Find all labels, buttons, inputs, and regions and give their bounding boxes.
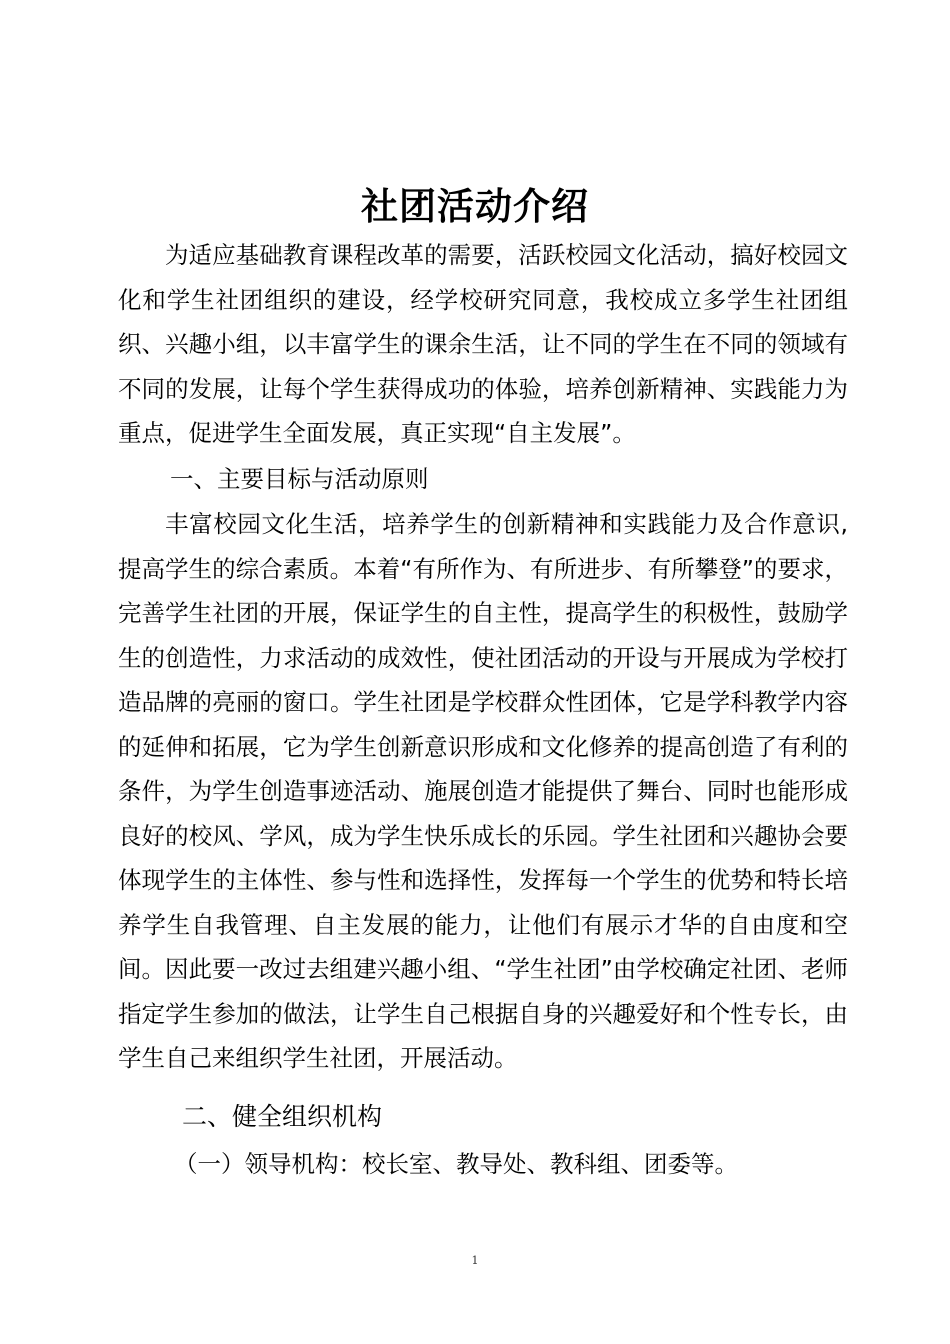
section-1-heading: 一、主要目标与活动原则: [170, 465, 429, 493]
page-number: 1: [471, 1254, 479, 1267]
page-title: 社团活动介绍: [361, 184, 589, 228]
section-1-paragraph: 丰富校园文化生活，培养学生的创新精神和实践能力及合作意识,提高学生的综合素质。本着“有所作为、有所进步、有所攀登”的要求，完善学生社团的开展，保证学生的自主性，提高学生的积极性，鼓励学生的创造性，力求活动的成效性，使社团活动的开设与开展成为学校打造品牌的亮丽的窗口。学生社团是学校群众性团体，它是学科教学内容的延伸和拓展，它为学生创新意识形成和文化修养的提高创造了有利的条件，为学生创造事迹活动、施展创造才能提供了舞台、同时也能形成良好的校风、学风，成为学生快乐成长的乐园。学生社团和兴趣协会要体现学生的主体性、参与性和选择性，发挥每一个学生的优势和特长培养学生自我管理、自主发展的能力，让他们有展示才华的自由度和空间。因此要一改过去组建兴趣小组、“学生社团”由学校确定社团、老师指定学生参加的做法，让学生自己根据自身的兴趣爱好和个性专长，由学生自己来组织学生社团，开展活动。: [118, 510, 848, 1072]
section-2-heading: 二、健全组织机构: [182, 1102, 383, 1131]
section-2-subheading: （一）领导机构：校长室、教导处、教科组、团委等。: [174, 1150, 738, 1178]
intro-paragraph: 为适应基础教育课程改革的需要，活跃校园文化活动，搞好校园文化和学生社团组织的建设，经学校研究同意，我校成立多学生社团组织、兴趣小组，以丰富学生的课余生活，让不同的学生在不同的领域有不同的发展，让每个学生获得成功的体验，培养创新精神、实践能力为重点，促进学生全面发展，真正实现“自主发展”。: [118, 241, 848, 447]
